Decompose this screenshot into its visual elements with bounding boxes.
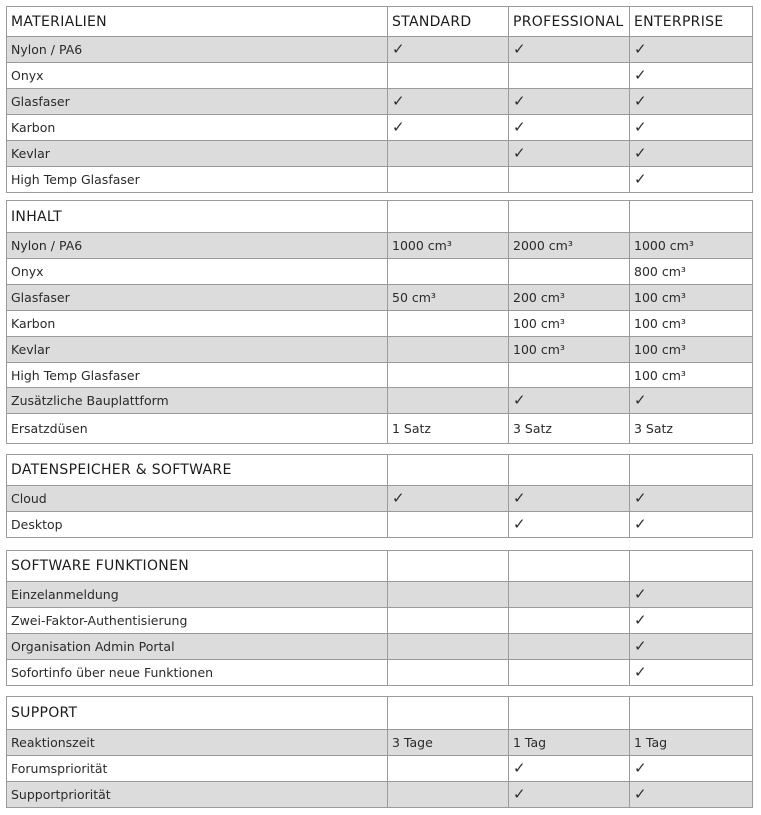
cell-professional [509, 582, 630, 608]
cell-enterprise: 800 cm³ [630, 259, 753, 285]
cell-professional [509, 37, 630, 63]
checkmark-icon: ✓ [634, 585, 647, 603]
empty-header-cell [630, 201, 753, 233]
empty-header-cell [509, 697, 630, 730]
cell-professional: 2000 cm³ [509, 233, 630, 259]
cell-professional: 100 cm³ [509, 337, 630, 363]
table-row [7, 115, 753, 141]
row-label: Karbon [7, 311, 388, 337]
row-label: Glasfaser [7, 285, 388, 311]
cell-standard: 50 cm³ [388, 285, 509, 311]
cell-enterprise: 1 Tag [630, 730, 753, 756]
section-header-row [7, 551, 753, 582]
checkmark-icon: ✓ [634, 144, 647, 162]
cell-enterprise [630, 388, 753, 414]
cell-professional [509, 660, 630, 686]
cell-professional [509, 634, 630, 660]
row-label: Zwei-Faktor-Authentisierung [7, 608, 388, 634]
table-row [7, 63, 753, 89]
section-header-row [7, 7, 753, 37]
checkmark-icon: ✓ [634, 66, 647, 84]
row-label: Karbon [7, 115, 388, 141]
checkmark-icon: ✓ [513, 92, 526, 110]
checkmark-icon: ✓ [634, 92, 647, 110]
row-label: Nylon / PA6 [7, 233, 388, 259]
cell-enterprise [630, 167, 753, 193]
cell-professional [509, 756, 630, 782]
table-row [7, 363, 753, 388]
cell-standard [388, 660, 509, 686]
cell-enterprise: 100 cm³ [630, 311, 753, 337]
checkmark-icon: ✓ [634, 489, 647, 507]
cell-enterprise [630, 115, 753, 141]
section-inhalt-table [6, 200, 753, 444]
empty-header-cell [388, 551, 509, 582]
cell-standard: 1000 cm³ [388, 233, 509, 259]
checkmark-icon: ✓ [513, 515, 526, 533]
table-row [7, 608, 753, 634]
empty-header-cell [630, 551, 753, 582]
row-label: Supportpriorität [7, 782, 388, 808]
section-title: SOFTWARE FUNKTIONEN [7, 551, 388, 582]
checkmark-icon: ✓ [513, 785, 526, 803]
cell-professional [509, 363, 630, 388]
section-datenspeicher-software-table [6, 454, 753, 538]
section-title: SUPPORT [7, 697, 388, 730]
checkmark-icon: ✓ [513, 759, 526, 777]
section-header-row [7, 201, 753, 233]
table-row [7, 233, 753, 259]
cell-professional [509, 167, 630, 193]
column-header-standard: STANDARD [388, 7, 509, 37]
checkmark-icon: ✓ [392, 118, 405, 136]
cell-standard [388, 63, 509, 89]
cell-professional: 200 cm³ [509, 285, 630, 311]
row-label: High Temp Glasfaser [7, 363, 388, 388]
cell-enterprise [630, 660, 753, 686]
cell-enterprise [630, 37, 753, 63]
section-software-funktionen-table [6, 550, 753, 686]
cell-professional [509, 89, 630, 115]
empty-header-cell [388, 201, 509, 233]
row-label: Kevlar [7, 141, 388, 167]
cell-standard [388, 337, 509, 363]
table-row [7, 388, 753, 414]
table-row [7, 512, 753, 538]
cell-enterprise: 3 Satz [630, 414, 753, 444]
cell-standard [388, 363, 509, 388]
table-row [7, 634, 753, 660]
cell-standard [388, 37, 509, 63]
section-materialien-table [6, 6, 753, 193]
checkmark-icon: ✓ [634, 118, 647, 136]
cell-enterprise [630, 756, 753, 782]
table-row [7, 37, 753, 63]
cell-professional [509, 388, 630, 414]
empty-header-cell [388, 455, 509, 486]
checkmark-icon: ✓ [513, 40, 526, 58]
cell-enterprise: 100 cm³ [630, 363, 753, 388]
cell-standard [388, 486, 509, 512]
empty-header-cell [630, 455, 753, 486]
row-label: Sofortinfo über neue Funktionen [7, 660, 388, 686]
cell-standard [388, 782, 509, 808]
cell-standard [388, 756, 509, 782]
cell-professional [509, 608, 630, 634]
cell-standard [388, 388, 509, 414]
row-label: Desktop [7, 512, 388, 538]
cell-enterprise [630, 512, 753, 538]
cell-professional [509, 63, 630, 89]
section-title: INHALT [7, 201, 388, 233]
cell-standard: 1 Satz [388, 414, 509, 444]
checkmark-icon: ✓ [392, 40, 405, 58]
table-row [7, 782, 753, 808]
cell-professional [509, 141, 630, 167]
table-row [7, 730, 753, 756]
cell-standard [388, 115, 509, 141]
cell-standard [388, 512, 509, 538]
section-header-row [7, 455, 753, 486]
cell-standard [388, 259, 509, 285]
cell-professional: 100 cm³ [509, 311, 630, 337]
cell-professional [509, 782, 630, 808]
row-label: Nylon / PA6 [7, 37, 388, 63]
checkmark-icon: ✓ [513, 118, 526, 136]
checkmark-icon: ✓ [392, 92, 405, 110]
cell-standard [388, 634, 509, 660]
cell-professional: 3 Satz [509, 414, 630, 444]
row-label: Forumspriorität [7, 756, 388, 782]
table-row [7, 414, 753, 444]
row-label: Kevlar [7, 337, 388, 363]
cell-standard [388, 89, 509, 115]
section-title: DATENSPEICHER & SOFTWARE [7, 455, 388, 486]
row-label: Zusätzliche Bauplattform [7, 388, 388, 414]
cell-enterprise [630, 634, 753, 660]
column-header-professional: PROFESSIONAL [509, 7, 630, 37]
cell-enterprise [630, 782, 753, 808]
cell-professional [509, 486, 630, 512]
cell-enterprise [630, 486, 753, 512]
row-label: Cloud [7, 486, 388, 512]
row-label: Reaktionszeit [7, 730, 388, 756]
cell-professional [509, 115, 630, 141]
table-row [7, 582, 753, 608]
cell-standard [388, 608, 509, 634]
section-header-row [7, 697, 753, 730]
row-label: Ersatzdüsen [7, 414, 388, 444]
row-label: Glasfaser [7, 89, 388, 115]
row-label: Onyx [7, 63, 388, 89]
checkmark-icon: ✓ [634, 391, 647, 409]
table-row [7, 89, 753, 115]
cell-enterprise [630, 89, 753, 115]
cell-standard [388, 167, 509, 193]
row-label: Organisation Admin Portal [7, 634, 388, 660]
checkmark-icon: ✓ [634, 637, 647, 655]
cell-enterprise: 1000 cm³ [630, 233, 753, 259]
cell-enterprise [630, 63, 753, 89]
cell-standard: 3 Tage [388, 730, 509, 756]
checkmark-icon: ✓ [634, 40, 647, 58]
cell-standard [388, 141, 509, 167]
checkmark-icon: ✓ [392, 489, 405, 507]
checkmark-icon: ✓ [634, 515, 647, 533]
checkmark-icon: ✓ [513, 144, 526, 162]
empty-header-cell [630, 697, 753, 730]
row-label: High Temp Glasfaser [7, 167, 388, 193]
cell-standard [388, 582, 509, 608]
table-row [7, 486, 753, 512]
cell-professional [509, 512, 630, 538]
checkmark-icon: ✓ [634, 611, 647, 629]
checkmark-icon: ✓ [634, 170, 647, 188]
cell-enterprise [630, 141, 753, 167]
table-row [7, 337, 753, 363]
section-title: MATERIALIEN [7, 7, 388, 37]
section-support-table [6, 696, 753, 808]
table-row [7, 141, 753, 167]
cell-professional [509, 259, 630, 285]
checkmark-icon: ✓ [513, 391, 526, 409]
cell-enterprise: 100 cm³ [630, 337, 753, 363]
empty-header-cell [509, 551, 630, 582]
cell-enterprise [630, 582, 753, 608]
cell-enterprise [630, 608, 753, 634]
row-label: Onyx [7, 259, 388, 285]
checkmark-icon: ✓ [634, 785, 647, 803]
column-header-enterprise: ENTERPRISE [630, 7, 753, 37]
table-row [7, 285, 753, 311]
empty-header-cell [509, 201, 630, 233]
checkmark-icon: ✓ [634, 663, 647, 681]
table-row [7, 259, 753, 285]
table-row [7, 660, 753, 686]
cell-professional: 1 Tag [509, 730, 630, 756]
empty-header-cell [509, 455, 630, 486]
checkmark-icon: ✓ [634, 759, 647, 777]
row-label: Einzelanmeldung [7, 582, 388, 608]
cell-standard [388, 311, 509, 337]
cell-enterprise: 100 cm³ [630, 285, 753, 311]
table-row [7, 311, 753, 337]
checkmark-icon: ✓ [513, 489, 526, 507]
empty-header-cell [388, 697, 509, 730]
table-row [7, 167, 753, 193]
table-row [7, 756, 753, 782]
